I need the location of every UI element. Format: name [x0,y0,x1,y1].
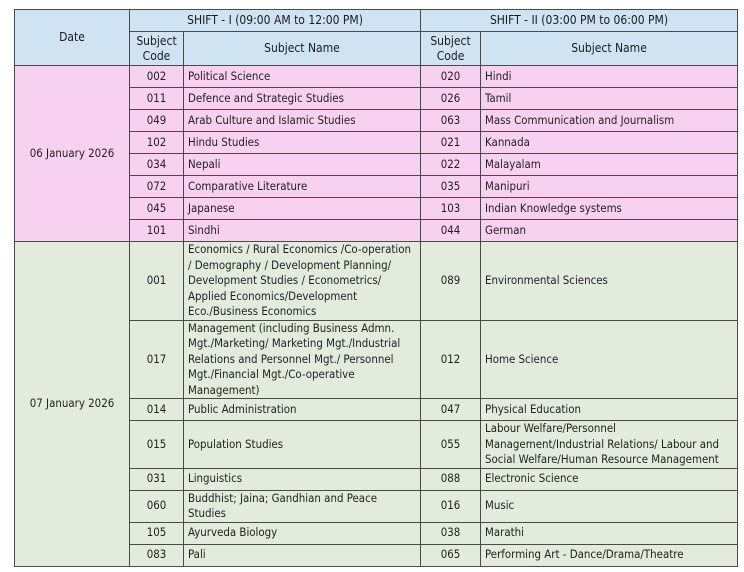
exam-schedule-table [14,9,738,567]
shift-2-name-cell: Electronic Science [481,468,738,490]
shift-2-code-cell: 055 [421,421,481,469]
shift-1-header: SHIFT - I (09:00 AM to 12:00 PM) [130,10,421,32]
shift-1-name-cell: Economics / Rural Economics /Co-operation / Demography / Development Planning/ Development Studies / Econometrics/ Applied Economics/Development Eco./Business Economics [184,242,421,321]
shift-2-name-header: Subject Name [481,32,738,66]
shift-2-name-cell: Mass Communication and Journalism [481,110,738,132]
shift-2-code-cell: 047 [421,399,481,421]
shift-1-name-cell: Arab Culture and Islamic Studies [184,110,421,132]
shift-2-code-cell: 038 [421,522,481,544]
shift-1-code-cell: 060 [130,490,184,522]
shift-1-code-header: Subject Code [130,32,184,66]
shift-1-name-cell: Comparative Literature [184,176,421,198]
shift-1-code-cell: 014 [130,399,184,421]
shift-1-name-cell: Management (including Business Admn. Mgt./Marketing/ Marketing Mgt./Industrial Relations and Personnel Mgt./ Personnel Mgt./Financial Mgt./Co-operative Management) [184,320,421,399]
table-row [15,242,738,321]
shift-2-code-cell: 022 [421,154,481,176]
date-column-header: Date [15,10,130,66]
shift-1-code-cell: 072 [130,176,184,198]
shift-2-name-cell: Labour Welfare/Personnel Management/Industrial Relations/ Labour and Social Welfare/Human Resource Management [481,421,738,469]
shift-2-code-cell: 065 [421,544,481,566]
shift-2-code-cell: 012 [421,320,481,399]
shift-2-code-cell: 026 [421,88,481,110]
shift-2-code-cell: 044 [421,220,481,242]
shift-2-name-cell: Indian Knowledge systems [481,198,738,220]
shift-2-code-cell: 088 [421,468,481,490]
table-header [15,10,738,66]
shift-2-code-cell: 020 [421,66,481,88]
shift-1-name-cell: Political Science [184,66,421,88]
shift-1-code-cell: 101 [130,220,184,242]
shift-1-code-cell: 017 [130,320,184,399]
header-row-shifts [15,10,738,32]
shift-2-code-cell: 103 [421,198,481,220]
shift-1-code-cell: 102 [130,132,184,154]
shift-2-name-cell: Malayalam [481,154,738,176]
shift-1-name-cell: Ayurveda Biology [184,522,421,544]
shift-1-code-cell: 049 [130,110,184,132]
shift-2-name-cell: Tamil [481,88,738,110]
shift-1-code-cell: 001 [130,242,184,321]
shift-1-name-cell: Hindu Studies [184,132,421,154]
date-cell: 06 January 2026 [15,66,130,242]
shift-1-code-cell: 105 [130,522,184,544]
shift-1-name-cell: Pali [184,544,421,566]
shift-2-name-cell: German [481,220,738,242]
date-cell: 07 January 2026 [15,242,130,567]
shift-2-code-cell: 063 [421,110,481,132]
shift-1-code-cell: 045 [130,198,184,220]
shift-1-name-cell: Nepali [184,154,421,176]
shift-2-code-cell: 035 [421,176,481,198]
shift-1-name-cell: Sindhi [184,220,421,242]
shift-2-header: SHIFT - II (03:00 PM to 06:00 PM) [421,10,738,32]
shift-2-name-cell: Physical Education [481,399,738,421]
shift-1-name-cell: Linguistics [184,468,421,490]
shift-2-code-cell: 016 [421,490,481,522]
shift-1-name-cell: Population Studies [184,421,421,469]
shift-1-code-cell: 083 [130,544,184,566]
shift-1-code-cell: 015 [130,421,184,469]
shift-2-name-cell: Kannada [481,132,738,154]
shift-2-name-cell: Performing Art - Dance/Drama/Theatre [481,544,738,566]
shift-1-name-cell: Defence and Strategic Studies [184,88,421,110]
shift-2-code-header: Subject Code [421,32,481,66]
shift-2-name-cell: Marathi [481,522,738,544]
shift-2-name-cell: Environmental Sciences [481,242,738,321]
shift-2-name-cell: Manipuri [481,176,738,198]
shift-1-code-cell: 011 [130,88,184,110]
shift-2-name-cell: Hindi [481,66,738,88]
shift-2-code-cell: 021 [421,132,481,154]
shift-1-name-cell: Public Administration [184,399,421,421]
table-row [15,66,738,88]
shift-1-name-cell: Buddhist; Jaina; Gandhian and Peace Studies [184,490,421,522]
shift-1-name-header: Subject Name [184,32,421,66]
table-body [15,66,738,567]
shift-2-code-cell: 089 [421,242,481,321]
shift-1-name-cell: Japanese [184,198,421,220]
shift-2-name-cell: Music [481,490,738,522]
shift-1-code-cell: 034 [130,154,184,176]
shift-1-code-cell: 031 [130,468,184,490]
shift-2-name-cell: Home Science [481,320,738,399]
shift-1-code-cell: 002 [130,66,184,88]
